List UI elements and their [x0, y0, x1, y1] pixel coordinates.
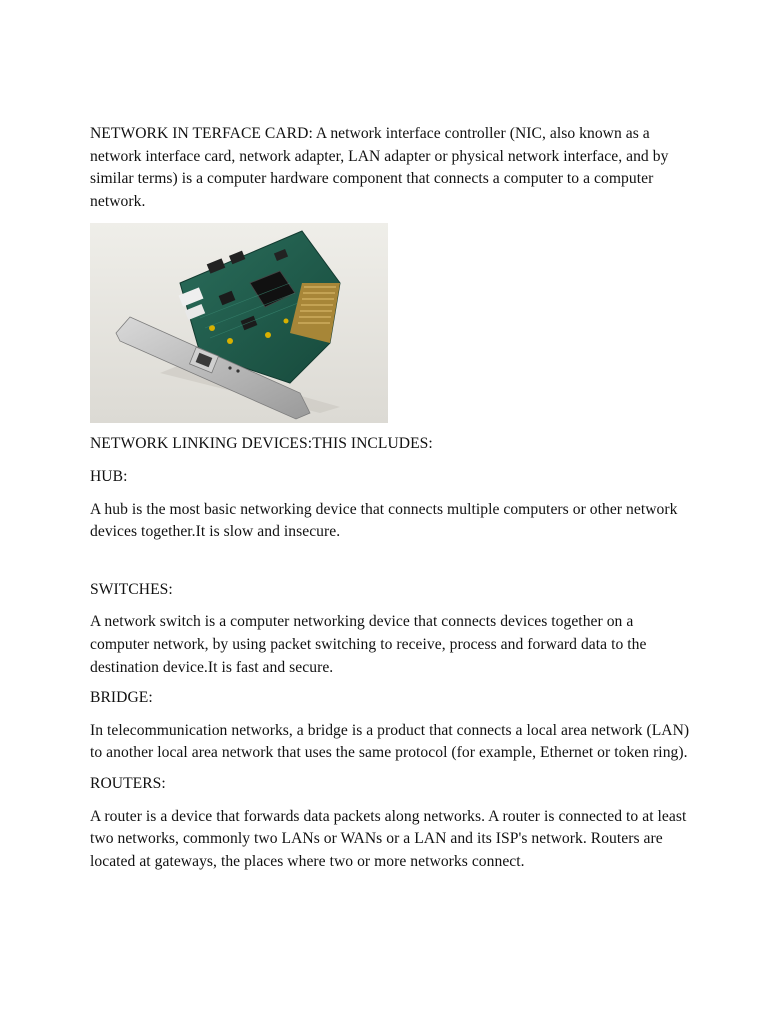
- switches-heading: SWITCHES:: [90, 580, 173, 598]
- document-page: [90, 123, 690, 873]
- network-interface-card-photo: [90, 223, 388, 423]
- routers-paragraph: A router is a device that forwards data packets along networks. A router is connected to at least two networks, commonly two LANs or WANs or a LAN and its ISP's network. Routers are located at gateways, the places where two or more networks connect.: [90, 807, 687, 870]
- switches-paragraph: A network switch is a computer networking device that connects devices together on a computer network, by using packet switching to receive, process and forward data to the destination device.It is fast and secure.: [90, 613, 647, 676]
- bridge-heading: BRIDGE:: [90, 689, 153, 707]
- hub-heading: HUB:: [90, 467, 128, 485]
- nic-paragraph: NETWORK IN TERFACE CARD: A network interface controller (NIC, also known as a network interface card, network adapter, LAN adapter or physical network interface, and by similar terms) is a computer hardware component that connects a computer to a computer network.: [90, 125, 669, 210]
- linking-devices-heading: NETWORK LINKING DEVICES:THIS INCLUDES:: [90, 435, 433, 453]
- routers-heading: ROUTERS:: [90, 774, 166, 792]
- hub-paragraph: A hub is the most basic networking device that connects multiple computers or other network devices together.It is slow and insecure.: [90, 500, 678, 541]
- bridge-paragraph: In telecommunication networks, a bridge is a product that connects a local area network (LAN) to another local area network that uses the same protocol (for example, Ethernet or token ring).: [90, 721, 690, 762]
